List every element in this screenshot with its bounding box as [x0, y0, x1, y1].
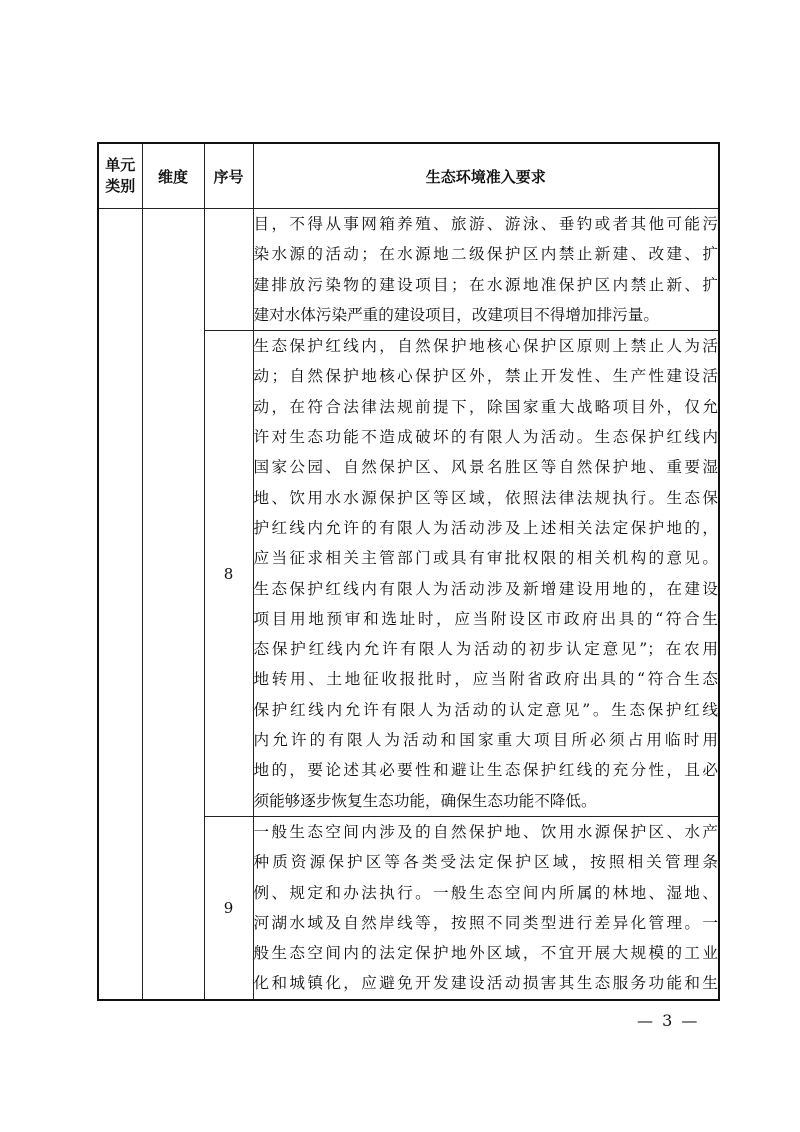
requirement-line: 建对水体污染严重的建设项目，改建项目不得增加排污量。 — [253, 305, 659, 324]
requirement-line: 染水源的活动；在水源地二级保护区内禁止新建、改建、扩 — [253, 245, 718, 264]
requirement-line: 生态保护红线内，自然保护地核心保护区原则上禁止人为活 — [253, 337, 718, 356]
requirement-line: 地转用、土地征收报批时，应当附省政府出具的“符合生态 — [253, 670, 718, 689]
table-row — [98, 209, 719, 331]
requirement-line: 种质资源保护区等各类受法定保护区域，按照相关管理条 — [253, 853, 718, 872]
requirement-line: 地、饮用水水源保护区等区域，依照法律法规执行。生态保 — [253, 488, 718, 507]
requirement-line: 生态保护红线内有限人为活动涉及新增建设用地的，在建设 — [253, 579, 718, 598]
requirement-line: 须能够逐步恢复生态功能，确保生态功能不降低。 — [253, 791, 597, 810]
requirement-line: 河湖水域及自然岸线等，按照不同类型进行差异化管理。一 — [253, 913, 718, 932]
requirement-cell — [253, 816, 719, 999]
serial-cell — [204, 209, 253, 331]
requirement-line: 护红线内允许的有限人为活动涉及上述相关法定保护地的， — [253, 518, 718, 537]
requirement-cell — [253, 331, 719, 817]
requirement-line: 项目用地预审和选址时，应当附设区市政府出具的“符合生 — [253, 609, 718, 628]
header-unit-category-line2: 类别 — [105, 177, 136, 195]
header-row — [98, 143, 719, 209]
requirement-line: 地的，要论述其必要性和避让生态保护红线的充分性，且必 — [253, 761, 718, 780]
header-unit-category-line1: 单元 — [105, 156, 136, 174]
requirement-cell — [253, 209, 719, 331]
requirement-line: 般生态空间内的法定保护地外区域，不宜开展大规模的工业 — [253, 944, 718, 963]
requirement-line: 应当征求相关主管部门或具有审批权限的相关机构的意见。 — [253, 549, 718, 568]
page-number: — 3 — — [637, 1011, 700, 1030]
table-header — [98, 143, 719, 209]
requirement-line: 动，在符合法律法规前提下，除国家重大战略项目外，仅允 — [253, 397, 718, 416]
table-body — [98, 209, 719, 1000]
header-dimension: 维度 — [142, 143, 204, 209]
requirement-line: 国家公园、自然保护区、风景名胜区等自然保护地、重要湿 — [253, 458, 718, 477]
dimension-cell — [142, 209, 204, 1000]
requirement-line: 态保护红线内允许有限人为活动的初步认定意见”；在农用 — [253, 640, 718, 659]
header-requirements: 生态环境准入要求 — [253, 143, 719, 209]
requirement-line: 保护红线内允许有限人为活动的认定意见”。生态保护红线 — [253, 700, 718, 719]
serial-cell: 8 — [204, 331, 253, 817]
ecological-requirements-table — [97, 142, 720, 1001]
requirement-line: 许对生态功能不造成破坏的有限人为活动。生态保护红线内 — [253, 428, 718, 447]
requirement-line: 动；自然保护地核心保护区外，禁止开发性、生产性建设活 — [253, 367, 718, 386]
requirement-line: 目，不得从事网箱养殖、旅游、游泳、垂钓或者其他可能污 — [253, 215, 718, 233]
requirement-line: 例、规定和办法执行。一般生态空间内所属的林地、湿地、 — [253, 883, 718, 902]
requirement-line: 一般生态空间内涉及的自然保护地、饮用水源保护区、水产 — [253, 822, 718, 841]
requirement-line: 内允许的有限人为活动和国家重大项目所必须占用临时用 — [253, 731, 718, 750]
unit-category-cell — [98, 209, 142, 1000]
header-serial: 序号 — [204, 143, 253, 209]
serial-cell: 9 — [204, 816, 253, 999]
requirement-line: 化和城镇化，应避免开发建设活动损害其生态服务功能和生 — [253, 974, 718, 993]
header-unit-category — [98, 143, 142, 209]
requirement-line: 建排放污染物的建设项目；在水源地准保护区内禁止新、扩 — [253, 275, 718, 294]
